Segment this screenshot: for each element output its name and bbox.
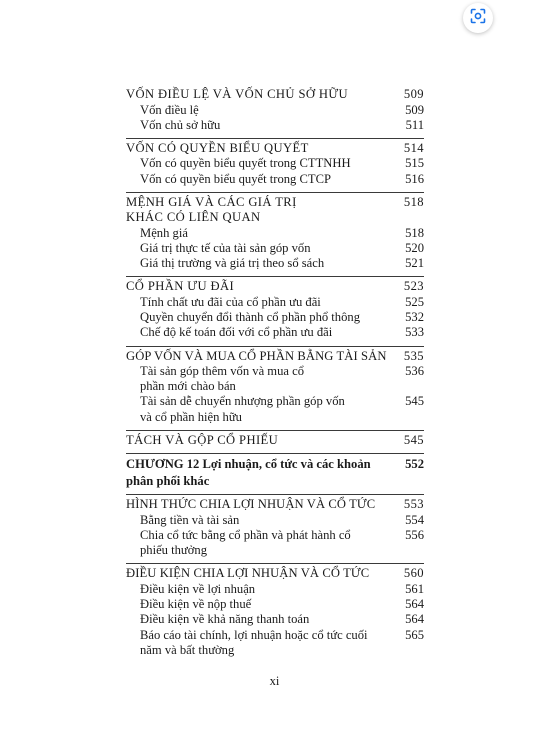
toc-entry: [126, 295, 424, 310]
toc-entry: [126, 118, 424, 133]
toc-page-number: 556: [405, 528, 424, 543]
toc-page-number: 532: [405, 310, 424, 325]
toc-page-number: 553: [403, 497, 424, 512]
table-of-contents: [126, 87, 424, 663]
toc-page-number: 511: [405, 117, 424, 132]
toc-entry-label: Tính chất ưu đãi của cổ phần ưu đãi: [140, 294, 321, 309]
toc-entry-label: Tài sản dễ chuyển nhượng phần góp vốn và cổ phần hiện hữu: [140, 394, 345, 424]
toc-entry: [126, 256, 424, 271]
toc-page-number: 545: [403, 432, 424, 447]
toc-section: [126, 192, 424, 272]
toc-heading-label: GÓP VỐN VÀ MUA CỔ PHẦN BẰNG TÀI SẢN: [126, 348, 387, 363]
toc-entry: [126, 582, 424, 597]
toc-entry-label: Mệnh giá: [140, 225, 188, 240]
toc-entry: [126, 364, 424, 394]
toc-heading-label: VỐN CÓ QUYỀN BIỂU QUYẾT: [126, 140, 309, 155]
toc-section: [126, 494, 424, 558]
toc-entry-label: Vốn có quyền biểu quyết trong CTTNHH: [140, 156, 351, 171]
toc-page-number: 520: [405, 241, 424, 256]
toc-chapter: [126, 453, 424, 489]
toc-entry-label: Giá trị thực tế của tài sản góp vốn: [140, 241, 311, 256]
toc-entry: [126, 325, 424, 340]
toc-entry-label: Vốn điều lệ: [140, 102, 199, 117]
toc-entry-label: Vốn có quyền biểu quyết trong CTCP: [140, 171, 331, 186]
chapter-label: CHƯƠNG 12 Lợi nhuận, cổ tức và các khoản phân phối khác: [126, 457, 371, 488]
toc-page-number: 516: [405, 171, 424, 186]
page-folio: xi: [269, 674, 280, 688]
toc-section: [126, 276, 424, 340]
toc-section-heading: [126, 349, 424, 365]
toc-page-number: 535: [403, 348, 424, 363]
toc-section-heading: [126, 433, 424, 449]
toc-section-heading: [126, 141, 424, 157]
toc-entry-label: Điều kiện về khả năng thanh toán: [140, 612, 310, 627]
toc-page-number: 533: [405, 325, 424, 340]
toc-entry: [126, 172, 424, 187]
toc-entry: [126, 226, 424, 241]
toc-entry-label: Tài sản góp thêm vốn và mua cổ phần mới chào bán: [140, 364, 305, 394]
toc-heading-label: MỆNH GIÁ VÀ CÁC GIÁ TRỊ KHÁC CÓ LIÊN QUAN: [126, 194, 297, 225]
toc-section: [126, 563, 424, 658]
toc-section-heading: [126, 497, 424, 513]
toc-page-number: 514: [403, 140, 424, 155]
toc-page-number: 565: [405, 627, 424, 642]
toc-page-number: 518: [403, 194, 424, 209]
toc-entry: [126, 612, 424, 627]
toc-page-number: 509: [403, 87, 424, 101]
toc-heading-label: CỔ PHẦN ƯU ĐÃI: [126, 279, 235, 294]
toc-entry: [126, 103, 424, 118]
toc-entry: [126, 528, 424, 558]
toc-entry-label: Quyền chuyển đổi thành cổ phần phổ thông: [140, 310, 360, 325]
toc-entry-label: Bằng tiền và tài sản: [140, 512, 240, 527]
toc-entry-label: Điều kiện về nộp thuế: [140, 597, 252, 612]
toc-page-number: 509: [405, 102, 424, 117]
toc-page-number: 545: [405, 394, 424, 409]
toc-section: [126, 138, 424, 187]
toc-section-heading: [126, 195, 424, 226]
toc-section: [126, 87, 424, 133]
toc-section: [126, 430, 424, 449]
toc-page-number: 525: [405, 294, 424, 309]
toc-page-number: 554: [405, 512, 424, 527]
toc-entry: [126, 241, 424, 256]
toc-entry: [126, 394, 424, 424]
toc-heading-label: TÁCH VÀ GỘP CỔ PHIẾU: [126, 432, 279, 447]
toc-page-number: 523: [403, 279, 424, 294]
toc-heading-label: HÌNH THỨC CHIA LỢI NHUẬN VÀ CỔ TỨC: [126, 497, 376, 512]
toc-section-heading: [126, 566, 424, 582]
visual-search-button[interactable]: [463, 3, 493, 33]
toc-page-number: 561: [405, 581, 424, 596]
toc-entry-label: Điều kiện về lợi nhuận: [140, 581, 256, 596]
toc-section-heading: [126, 279, 424, 295]
toc-page-number: 518: [405, 225, 424, 240]
toc-entry-label: Chia cổ tức bằng cổ phần và phát hành cổ phiếu thưởng: [140, 528, 351, 558]
chapter-heading: [126, 456, 424, 489]
toc-heading-label: ĐIỀU KIỆN CHIA LỢI NHUẬN VÀ CỔ TỨC: [126, 566, 370, 581]
toc-page-number: 515: [405, 156, 424, 171]
toc-page-number: 564: [405, 612, 424, 627]
toc-page-number: 564: [405, 597, 424, 612]
toc-page-number: 536: [405, 364, 424, 379]
toc-heading-label: VỐN ĐIỀU LỆ VÀ VỐN CHỦ SỞ HỮU: [126, 87, 349, 101]
visual-search-icon: [470, 8, 486, 29]
toc-entry: [126, 597, 424, 612]
toc-entry-label: Chế độ kế toán đối với cổ phần ưu đãi: [140, 325, 333, 340]
toc-entry-label: Báo cáo tài chính, lợi nhuận hoặc cổ tức cuối năm và bất thường: [140, 627, 368, 657]
toc-page-number: 560: [403, 566, 424, 581]
toc-section-heading: [126, 87, 424, 103]
toc-page-number: 521: [405, 256, 424, 271]
toc-entry: [126, 513, 424, 528]
toc-entry: [126, 628, 424, 658]
toc-entry: [126, 156, 424, 171]
toc-entry: [126, 310, 424, 325]
toc-entry-label: Giá thị trường và giá trị theo sổ sách: [140, 256, 325, 271]
toc-section: [126, 346, 424, 425]
toc-entry-label: Vốn chủ sở hữu: [140, 117, 221, 132]
toc-page-number: 552: [405, 457, 424, 472]
